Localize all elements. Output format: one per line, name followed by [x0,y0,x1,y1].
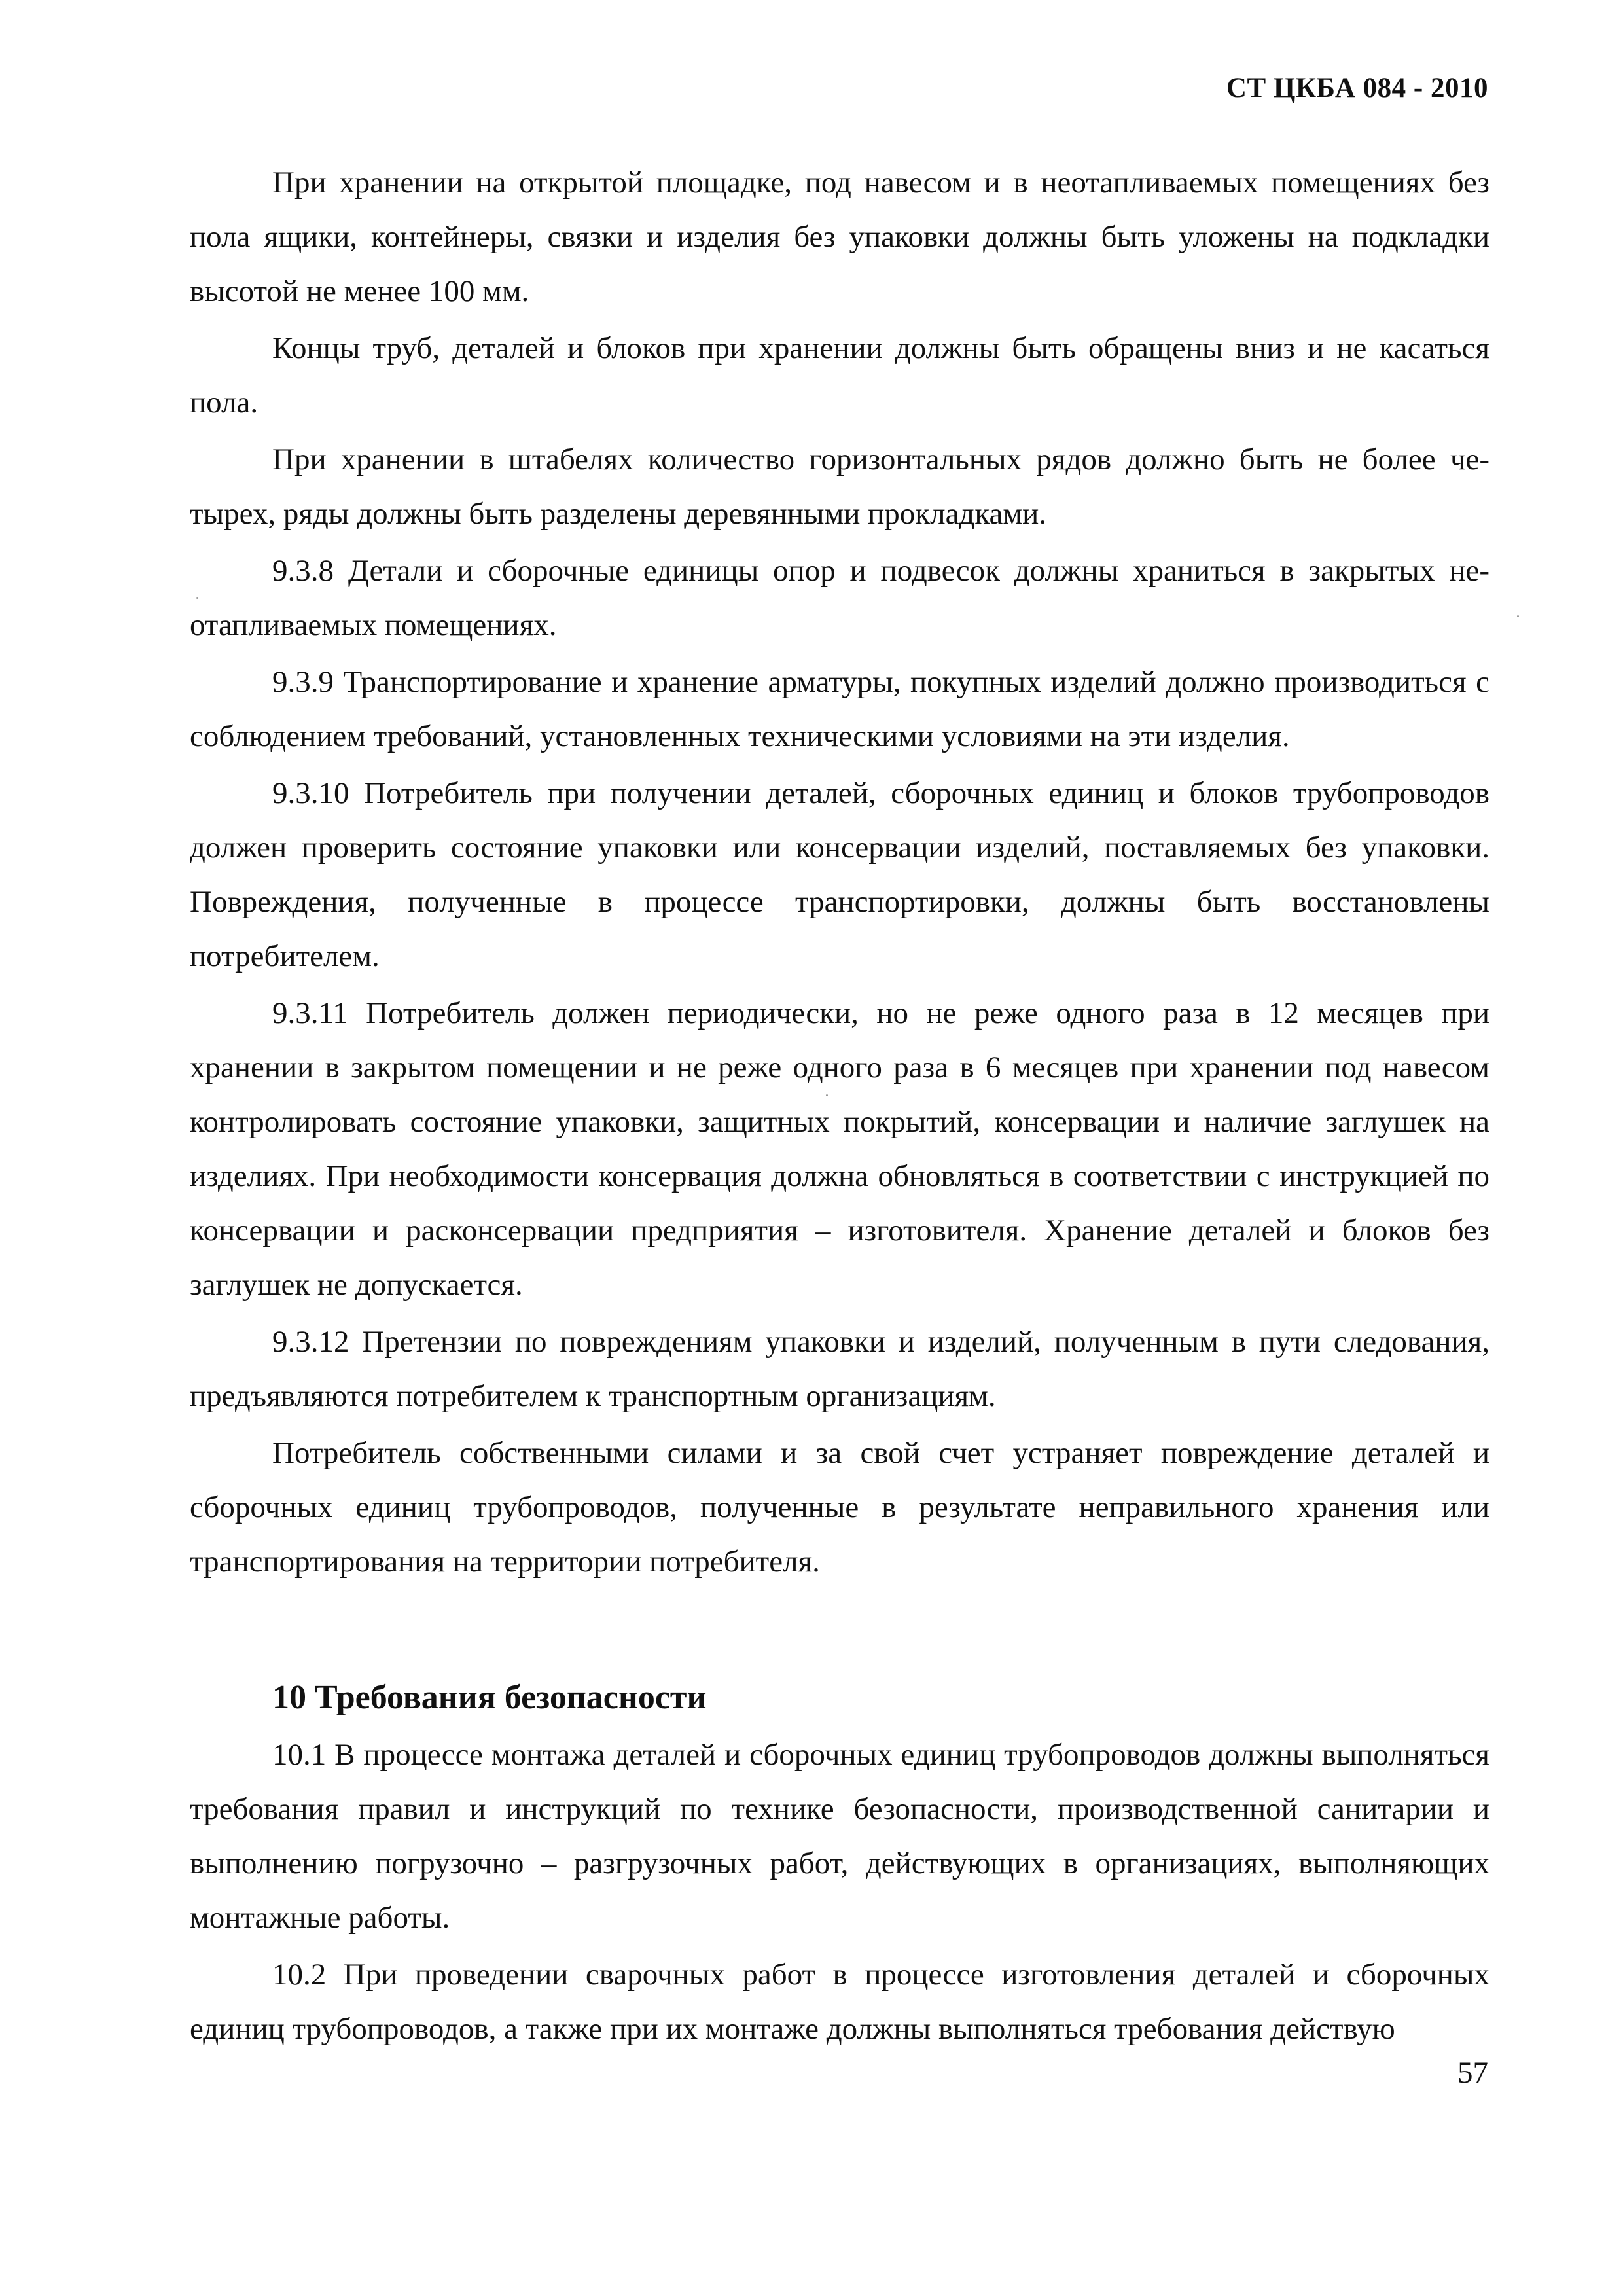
scan-speck [1517,615,1519,617]
paragraph-9-3-11: 9.3.11 Потребитель должен периодически, но не реже одного раза в 12 месяцев при хранении в закрытом помещении и не реже одного раза в 6 месяцев при хранении под навесом контролировать состояние упаковки, защитных покрытий, консервации и наличие заглушек на изделиях. При необходимости консервация должна обновляться в соответствии с инструкцией по консервации и расконсервации предприятия – изготовителя. Хранение деталей и блоков без заглушек не допускается. [190,996,1489,1302]
page-body [190,156,1489,2056]
paragraph-10-2: 10.2 При проведении сварочных работ в процессе изготовления деталей и сборочных единиц трубопроводов, а также при их монтаже должны выполняться требования действую [190,1958,1489,2046]
paragraph-pipe-ends: Концы труб, деталей и блоков при хранении должны быть обращены вниз и не касаться пола. [190,331,1489,420]
paragraph-open-storage: При хранении на открытой площадке, под навесом и в неотапливаемых помещениях без пола ящики, контейнеры, связки и изделия без упаковки должны быть уложены на подкладки высотой не менее 100 мм. [190,166,1489,308]
paragraph-10-1: 10.1 В процессе монтажа деталей и сборочных единиц трубопроводов должны выполняться требования правил и инструкций по технике безопасности, производственной санитарии и выполнению погрузочно – разгрузочных работ, действующих в организациях, выполняющих монтажные работы. [190,1738,1489,1935]
page-number: 57 [1457,2056,1488,2090]
paragraph-9-3-9: 9.3.9 Транспортирование и хранение арматуры, покупных изделий должно производиться с соблюдением требований, установленных техническими условиями на эти изделия. [190,665,1489,753]
section-title-safety: 10 Требования безопасности [272,1679,707,1716]
paragraph-9-3-10: 9.3.10 Потребитель при получении деталей, сборочных единиц и блоков трубопроводов должен проверить состояние упаковки или консервации изделий, поставляемых без упаковки. Повреждения, полученные в процессе транспортировки, должны быть восстановлены потребителем. [190,776,1489,973]
document-code-header: СТ ЦКБА 084 - 2010 [1226,73,1488,103]
scan-speck [826,1094,828,1096]
paragraph-9-3-12: 9.3.12 Претензии по повреждениям упаковки и изделий, полученным в пути следования, предъявляются потребителем к транспортным организациям. [190,1325,1489,1413]
scan-speck [196,597,198,599]
paragraph-consumer-repair: Потребитель собственными силами и за свой счет устраняет повреждение деталей и сборочных единиц трубопроводов, полученные в результате неправильного хранения или транспортирования на территории потребителя. [190,1436,1489,1579]
paragraph-9-3-8: 9.3.8 Детали и сборочные единицы опор и подвесок должны храниться в закрытых неотапливаемых помещениях. [190,554,1489,642]
paragraph-stack-rows: При хранении в штабелях количество горизонтальных рядов должно быть не более четырех, ряды должны быть разделены деревянными прокладками. [190,442,1489,531]
